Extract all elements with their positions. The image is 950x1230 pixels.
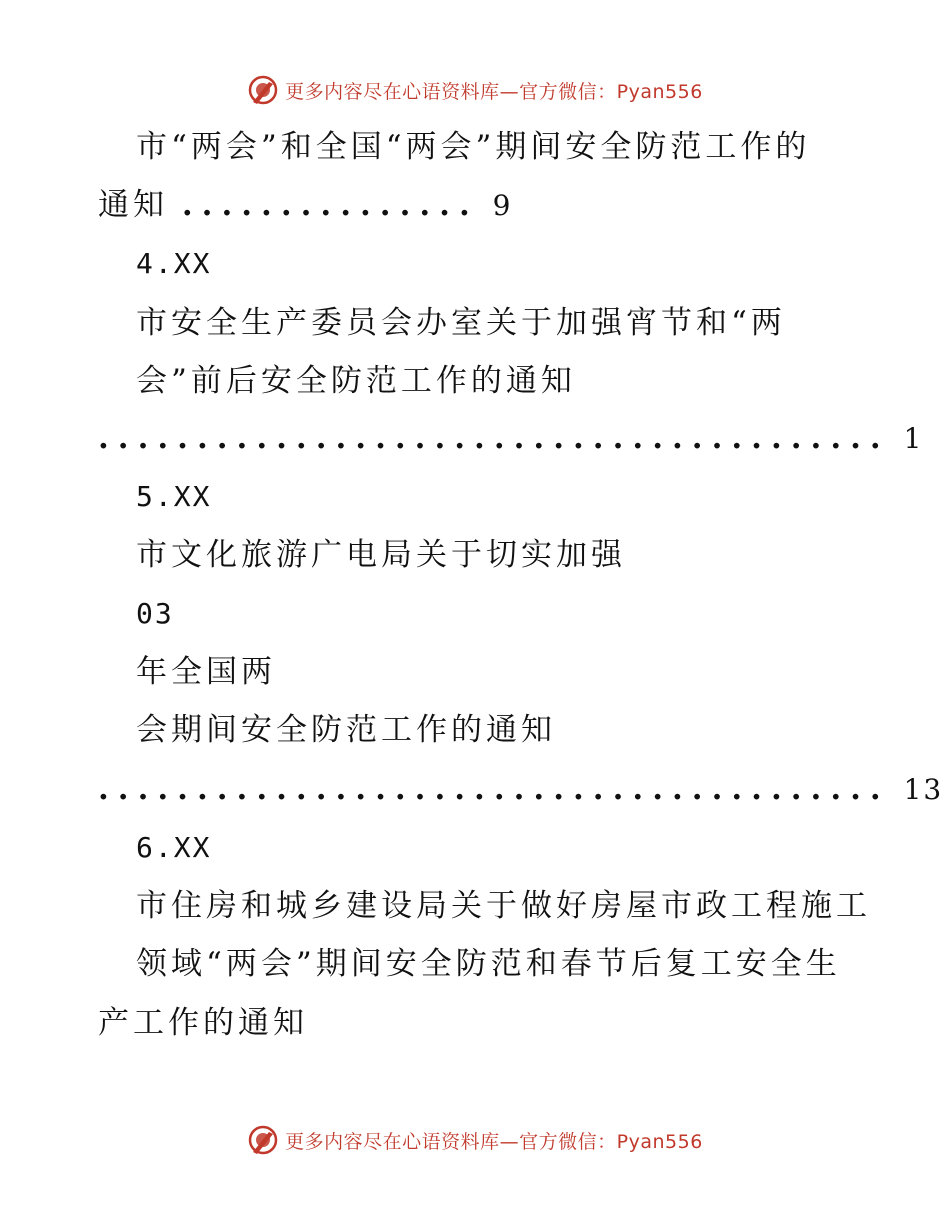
- toc-page-number: 1: [903, 422, 924, 455]
- toc-dot-leader: ...............: [181, 187, 479, 223]
- toc-item-5-title-line-3[interactable]: 年全国两: [136, 654, 276, 690]
- toc-item-4-title-line-2[interactable]: 会”前后安全防范工作的通知: [136, 363, 576, 399]
- toc-item-3-title-line-1: 市“两会”和全国“两会”期间安全防范工作的: [136, 129, 811, 165]
- toc-item-5-title-line-4[interactable]: 会期间安全防范工作的通知: [136, 712, 556, 748]
- toc-item-6-title-line-3[interactable]: 产工作的通知: [98, 1005, 308, 1041]
- toc-dot-leader: ........................................: [98, 420, 890, 456]
- pen-logo-icon: [247, 1124, 279, 1156]
- toc-item-4-title-line-1[interactable]: 市安全生产委员会办室关于加强宵节和“两: [136, 305, 786, 341]
- toc-dot-leader: ........................................: [98, 771, 890, 807]
- watermark-text: 更多内容尽在心语资料库—官方微信：Pyan556: [285, 80, 703, 103]
- toc-page-number: 9: [492, 189, 513, 222]
- toc-item-4-label: 4.XX: [136, 247, 212, 280]
- toc-item-5-title-line-2[interactable]: 03: [136, 597, 174, 630]
- watermark-text: 更多内容尽在心语资料库—官方微信：Pyan556: [285, 1130, 703, 1153]
- toc-item-5-title-line-1[interactable]: 市文化旅游广电局关于切实加强: [136, 537, 626, 573]
- pen-logo-icon: [247, 74, 279, 106]
- toc-item-3-title-line-2: 通知: [98, 187, 168, 223]
- toc-item-6-title-line-1[interactable]: 市住房和城乡建设局关于做好房屋市政工程施工: [136, 888, 871, 924]
- toc-item-5-label: 5.XX: [136, 480, 212, 513]
- toc-item-4-leader-line: [98, 418, 923, 459]
- toc-item-5-leader-line: [98, 769, 943, 810]
- watermark-banner-bottom: [0, 1120, 950, 1160]
- toc-item-3-entry-line[interactable]: [98, 185, 512, 226]
- toc-item-6-title-line-2[interactable]: 领域“两会”期间安全防范和春节后复工安全生: [136, 946, 841, 982]
- toc-item-6-label: 6.XX: [136, 831, 212, 864]
- toc-page-number: 13: [903, 773, 944, 806]
- watermark-banner-top: [0, 70, 950, 110]
